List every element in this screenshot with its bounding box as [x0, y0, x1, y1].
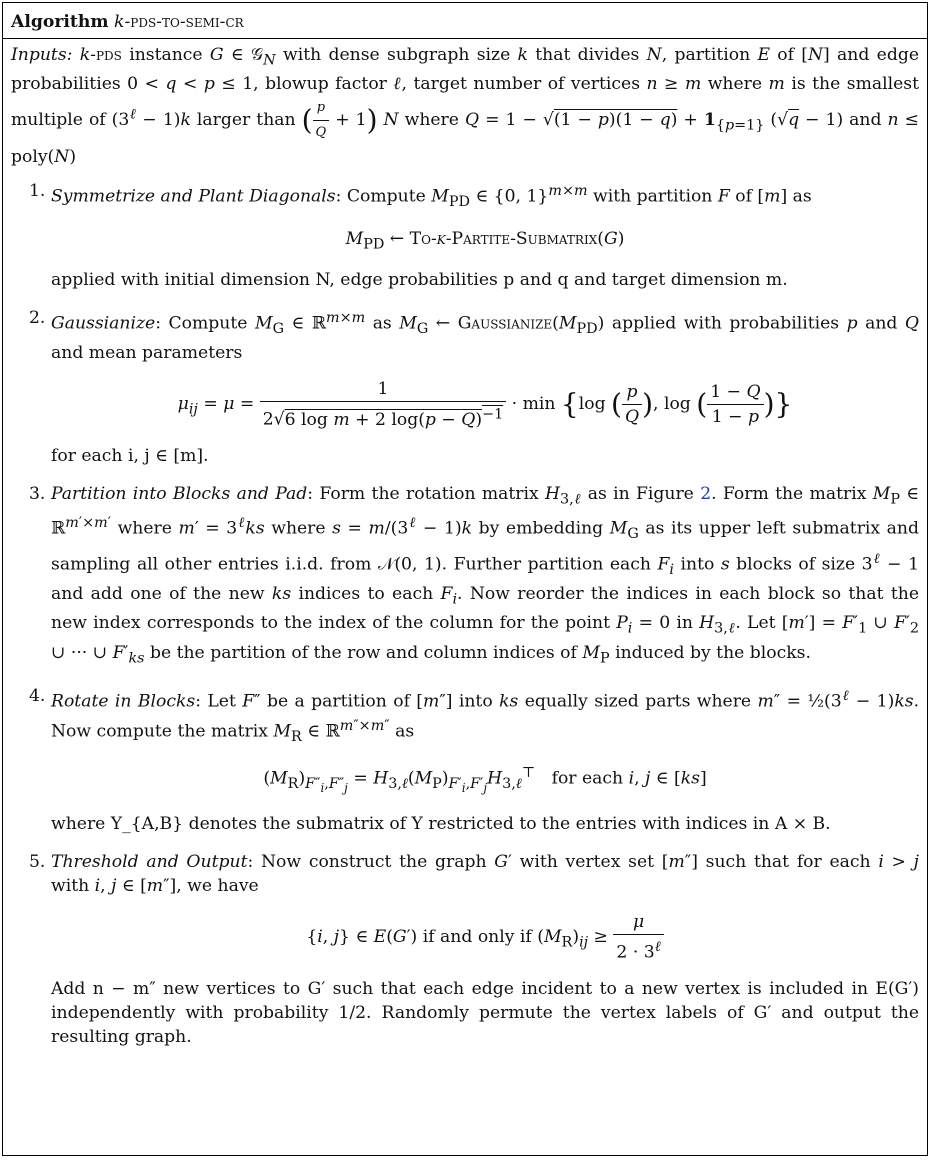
inputs-paragraph: [11, 43, 919, 169]
algorithm-name: k-pds-to-semi-cr: [114, 12, 244, 32]
figure-link[interactable]: 2: [700, 483, 712, 504]
step-display-equation: $\mu_{ij} = \mu$ = $\frac{1}{2√6 \log m + 2 \log(p - Q)^{-1}}$ · min {log ( $\frac{p}{Q}$ ), log ( $\frac{1 - Q}{1 - p}$ )}: [177, 379, 793, 430]
step-number: 2.: [29, 308, 46, 329]
step-text-after: applied with initial dimension N, edge probabilities p and q and target dimension m.: [51, 270, 788, 291]
steps-list: [11, 179, 919, 1048]
step-title: Gaussianize: [51, 313, 156, 334]
step-number: 5.: [29, 851, 46, 872]
step-title: Rotate in Blocks: [51, 691, 196, 712]
step-title: Threshold and Output: [51, 851, 248, 872]
inputs-label: Inputs:: [11, 45, 73, 65]
step-5: 5. Threshold and Output: Now construct the graph G′ with vertex set [m″] such that for each i > j with i, j ∈ [m″], we have {i, j} ∈ E(G′) if and only if $(M_R)_{ij}$ ≥ $\frac{\mu}{2 \cdot 3^\ell}$ Add n − m″ new vertices to G′ such that each edge incident to a new vertex is included in E(G′) independently with probability 1/2. Randomly permute the vertex labels of G′ and output the resulting graph.: [29, 851, 920, 1047]
inputs-text: k-pds instance G ∈ 𝒢$_N$ with dense subgraph size k that divides N, partition E of [N] and edge probabilities 0 < q < p ≤ 1, blowup factor ℓ, target number of vertices n ≥ m where m is the smallest multiple of $(3^\ell - 1)k$ larger than ( $\frac{p}{Q}$ + 1) N where $Q = 1 - √(1 - p)(1 - q) + 1_{\{p=1\}}$ (√q − 1) and n ≤ poly(N): [11, 45, 920, 168]
step-title: Partition into Blocks and Pad: [51, 483, 308, 504]
step-1: 1. Symmetrize and Plant Diagonals: Compute $M_{PD}$ ∈ {0, 1}$^{m\times m}$ with partition F of [m] as $M_{PD}$ ← To-k-Partite-Submatrix(G) applied with initial dimension N, edge probabilities p and q and target dimension m.: [11, 179, 919, 292]
step-text-after: where Y_{A,B} denotes the submatrix of Y restricted to the entries with indices in A × B.: [51, 813, 831, 834]
algorithm-body: [11, 43, 919, 1063]
step-3: 3. Partition into Blocks and Pad: Form the rotation matrix $H_{3,\ell}$ as in Figure 2. Form the matrix $M_P$ ∈ ℝ$^{m'\times m'}$ where $m' = 3^\ell ks$ where $s = m/(3^\ell - 1)k$ by embedding $M_G$ as its upper left submatrix and sampling all other entries i.i.d. from 𝒩(0, 1). Further partition each $F_i$ into s blocks of size $3^\ell - 1$ and add one of the new ks indices to each $F_i$. Now reorder the indices in each block so that the new index corresponds to the index of the column for the point $P_i = 0$ in $H_{3,\ell}$. Let $[m'] = F'_1$ ∪ $F'_2$ ∪ ··· ∪ $F'_{ks}$ be the partition of the row and column indices of $M_P$ induced by the blocks.: [29, 483, 920, 667]
step-display-equation: {i, j} ∈ E(G′) if and only if $(M_R)_{ij}$ ≥ $\frac{\mu}{2 \cdot 3^\ell}$: [51, 910, 919, 965]
step-display-equation: $M_{PD}$ ← To-k-Partite-Submatrix(G): [345, 228, 625, 253]
step-number: 4.: [29, 686, 46, 707]
step-display-equation: $(M_R)_{F''_i,F''_j} = H_{3,\ell}(M_P)_{F'_i,F'_j}H_{3,\ell}^⊤$ for each i, j ∈ [ks]: [263, 764, 707, 795]
step-text-after: for each i, j ∈ [m].: [51, 445, 209, 466]
algorithm-label: Algorithm: [11, 12, 109, 32]
algorithm-box: [2, 2, 928, 1156]
algorithm-header: [3, 3, 927, 39]
step-4: 4. Rotate in Blocks: Let F″ be a partition of [m″] into ks equally sized parts where $m'' = \frac{1}{2}(3^\ell - 1)ks$. Now compute the matrix $M_R$ ∈ ℝ$^{m''\times m''}$ as $(M_R)_{F''_i,F''_j} = H_{3,\ell}(M_P)_{F'_i,F'_j}H_{3,\ell}^⊤$ for each i, j ∈ [ks] where Y_{A,B} denotes the submatrix of Y restricted to the entries with indices in A × B.: [29, 686, 920, 834]
step-number: 1.: [29, 181, 46, 202]
step-number: 3.: [29, 483, 46, 504]
step-title: Symmetrize and Plant Diagonals: [51, 187, 336, 208]
step-text-after: Add n − m″ new vertices to G′ such that each edge incident to a new vertex is included in E(G′) independently with probability 1/2. Randomly permute the vertex labels of G′ and output the resulting graph.: [51, 978, 919, 1047]
step-2: 2. Gaussianize: Compute $M_G$ ∈ ℝ$^{m\times m}$ as $M_G$ ← $Gaussianize(M_{PD})$ applied with probabilities p and Q and mean parameters $\mu_{ij} = \mu$ = $\frac{1}{2√6 \log m + 2 \log(p - Q)^{-1}}$ · min {log ( $\frac{p}{Q}$ ), log ( $\frac{1 - Q}{1 - p}$ )} for each i, j ∈ [m].: [29, 308, 920, 466]
